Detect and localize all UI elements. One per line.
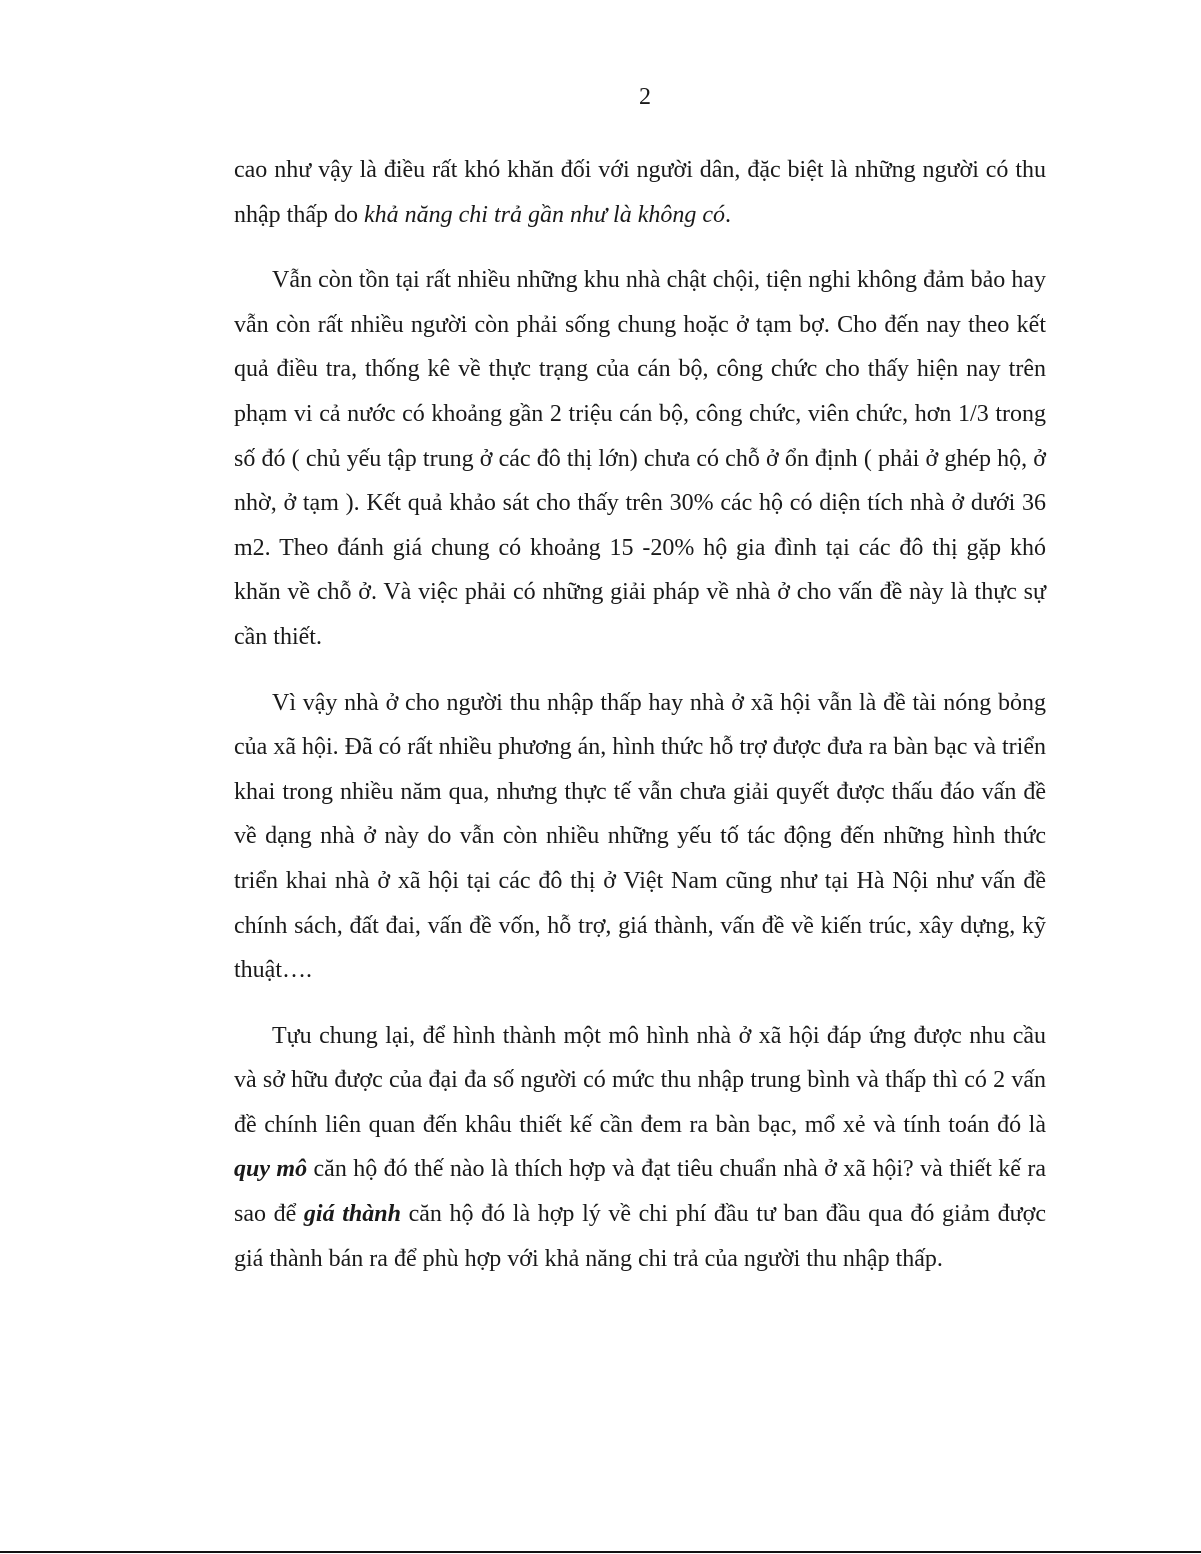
paragraph-4-text-a: Tựu chung lại, để hình thành một mô hình nhà ở xã hội đáp ứng được nhu cầu và sở hữu được của đại đa số người có mức thu nhập trung bình và thấp thì có 2 vấn đề chính liên quan đến khâu thiết kế cần đem ra bàn bạc, mổ xẻ và tính toán đó là [234,1022,1046,1138]
paragraph-4 [234,1014,1046,1282]
bottom-border-line [0,1551,1201,1553]
page-number: 2 [639,84,651,110]
paragraph-4-text-c: căn hộ đó là hợp lý về chi phí đầu tư ban đầu qua đó giảm được giá thành bán ra để phù hợp với khả năng chi trả của người thu nhập thấp. [234,1201,1046,1272]
emphasis-scale: quy mô [234,1156,308,1183]
paragraph-1-end: . [725,201,732,228]
paragraph-1-italic-phrase: khả năng chi trả gần như là không có [363,201,726,228]
emphasis-price: giá thành [303,1201,401,1228]
paragraph-1 [234,148,1046,237]
paragraph-3: Vì vậy nhà ở cho người thu nhập thấp hay nhà ở xã hội vẫn là đề tài nóng bỏng của xã hội. Đã có rất nhiều phương án, hình thức hỗ trợ được đưa ra bàn bạc và triển khai trong nhiều năm qua, nhưng thực tế vẫn chưa giải quyết được thấu đáo vấn đề về dạng nhà ở này do vẫn còn nhiều những yếu tố tác động đến những hình thức triển khai nhà ở xã hội tại các đô thị ở Việt Nam cũng như tại Hà Nội như vấn đề chính sách, đất đai, vấn đề vốn, hỗ trợ, giá thành, vấn đề về kiến trúc, xây dựng, kỹ thuật…. [234,689,1046,984]
paragraph-2: Vẫn còn tồn tại rất nhiều những khu nhà chật chội, tiện nghi không đảm bảo hay vẫn còn rất nhiều người còn phải sống chung hoặc ở tạm bợ. Cho đến nay theo kết quả điều tra, thống kê về thực trạng của cán bộ, công chức cho thấy hiện nay trên phạm vi cả nước có khoảng gần 2 triệu cán bộ, công chức, viên chức, hơn 1/3 trong số đó ( chủ yếu tập trung ở các đô thị lớn) chưa có chỗ ở ổn định ( phải ở ghép hộ, ở nhờ, ở tạm ). Kết quả khảo sát cho thấy trên 30% các hộ có diện tích nhà ở dưới 36 m2. Theo đánh giá chung có khoảng 15 -20% hộ gia đình tại các đô thị gặp khó khăn về chỗ ở. Và việc phải có những giải pháp về nhà ở cho vấn đề này là thực sự cần thiết. [234,267,1046,650]
paragraph-4-text-b: căn hộ đó thế nào là thích hợp và đạt tiêu chuẩn nhà ở xã hội? và thiết kế ra sao để [234,1156,1046,1228]
paragraph-1-text: cao như vậy là điều rất khó khăn đối với người dân, đặc biệt là những người có thu nhập thấp do [234,157,1046,228]
document-body [234,148,1046,1281]
